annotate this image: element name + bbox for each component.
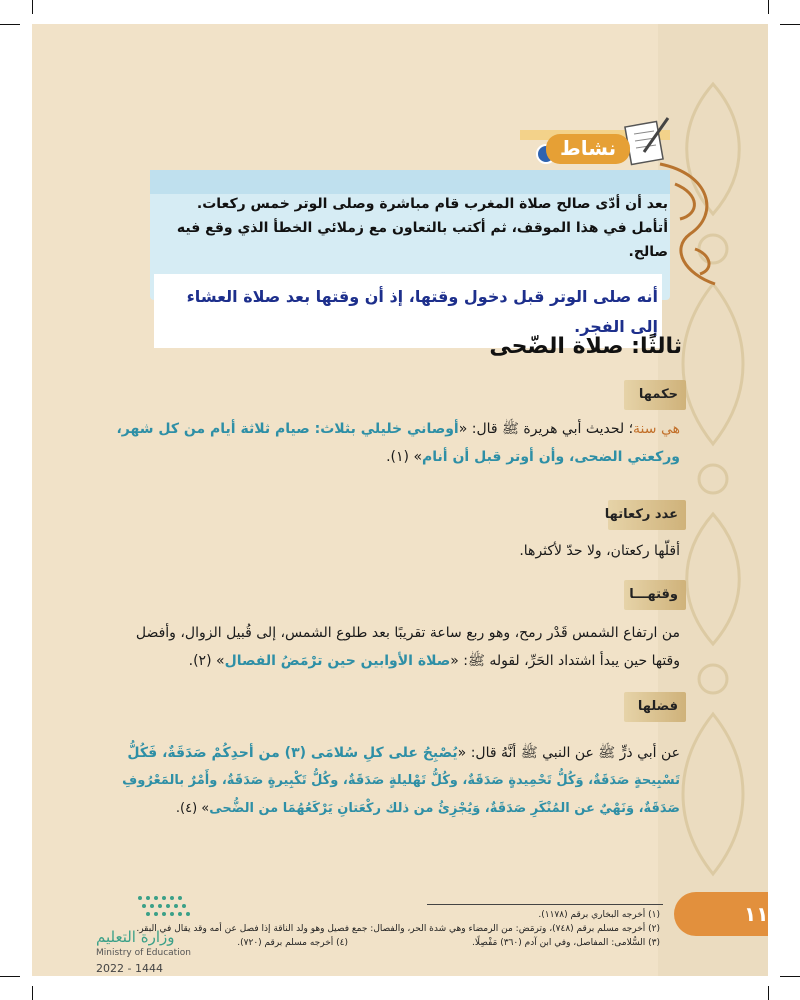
footnote-1: (١) أخرجه البخاري برقم (١١٧٨). — [538, 910, 660, 920]
crop-mark — [768, 0, 769, 14]
crop-mark — [0, 976, 20, 977]
waqt-end: » (٢). — [188, 653, 225, 669]
crop-mark — [780, 24, 800, 25]
footnote-divider — [427, 904, 663, 905]
subhead-rakat: عدد ركعاتها — [604, 507, 678, 522]
fadl-line-2 — [40, 768, 680, 794]
activity-line-1: بعد أن أدّى صالح صلاة المغرب قام مباشرة وصلى الوتر خمس ركعات. — [196, 196, 668, 212]
subhead-fadl: فضلها — [637, 699, 678, 714]
rakat-text: أقلّها ركعتان، ولا حدّ لأكثرها. — [519, 543, 680, 559]
crop-mark — [768, 986, 769, 1000]
crop-mark — [32, 986, 33, 1000]
textbook-page — [32, 24, 781, 976]
waqt-line-1: من ارتفاع الشمس قَدْر رمح، وهو ربع ساعة تقريبًا بعد طلوع الشمس، إلى قُبيل الزوال، وأفضل — [135, 625, 680, 641]
waqt-text-2: وقتها حين يبدأ اشتداد الحَرِّ، لقوله ﷺ: « — [450, 653, 680, 669]
ministry-arabic-name: وزارة التعليم — [96, 928, 175, 946]
waqt-line-2 — [60, 648, 680, 674]
fadl-line-3 — [40, 796, 680, 822]
answer-line-2: إلى الفجر. — [574, 317, 658, 336]
ministry-logo-icon — [132, 892, 202, 926]
fadl-quote-1: يُصْبِحُ على كلِ سُلامَى (٣) من أحدِكُمْ صَدَقَةٌ، فَكُلُّ — [127, 745, 458, 761]
subhead-hukm: حكمها — [638, 387, 678, 402]
subhead-waqt: وقتهـــا — [629, 587, 678, 602]
fadl-line-1 — [40, 740, 680, 766]
waqt-quote: صلاة الأوابين حين ترْمَضُ الفصال — [224, 653, 451, 669]
footnote-3: (٣) السُّلامى: المفاصل، وفي ابن آدم (٣٦٠) مَفْصِلًا. — [471, 938, 660, 948]
hukm-text: ؛ لحديث أبي هريرة ﷺ قال: « — [458, 421, 634, 437]
fadl-text: عن أبي ذرٍّ ﷺ عن النبي ﷺ أنَّهُ قال: « — [457, 745, 680, 761]
section-title: ثالثًا: صلاة الضّحى — [489, 334, 682, 359]
hukm-end: » (١). — [386, 449, 423, 465]
edition-year: 2022 - 1444 — [96, 962, 163, 975]
fadl-end: » (٤). — [175, 801, 210, 816]
activity-line-3: صالح. — [628, 244, 668, 260]
page-number: ١١٤ — [744, 902, 781, 926]
fadl-quote-2: تَسْبِيحةٍ صَدَقَةٌ، وَكُلُّ تَحْمِيدةٍ صَدَقَةٌ، وكُلُّ تَهْليلةٍ صَدَقَةٌ، وكُلُّ تَكْبِيرةٍ صَدَقَةٌ، وأَمْرٌ بالمَعْرُوفِ — [122, 773, 680, 788]
footnote-4: (٤) أخرجه مسلم برقم (٧٢٠). — [237, 938, 348, 948]
answer-line-1: أنه صلى الوتر قبل دخول وقتها، إذ أن وقتها بعد صلاة العشاء — [186, 287, 658, 306]
crop-mark — [0, 24, 20, 25]
hukm-quote-1: أوصاني خليلي بثلاث: صيام ثلاثة أيام من كل شهر، — [116, 421, 459, 437]
notepad-pen-icon — [622, 112, 674, 168]
footnote-2: (٢) أخرجه مسلم برقم (٧٤٨)، وترمَض: من الرمضاء وهي شدة الحر، والفصال: جمع فصيل وهو ولد الناقة إذا فصل عن أمه وقد يقال في البقر. — [136, 924, 660, 934]
hukm-line-1 — [60, 416, 680, 442]
activity-card-header-wash — [150, 170, 670, 194]
ministry-english-name: Ministry of Education — [96, 948, 191, 958]
hukm-line-2 — [60, 444, 680, 470]
hukm-quote-2: وركعتي الضحى، وأن أوتر قبل أن أنام — [422, 449, 680, 465]
hukm-lead: هي سنة — [633, 421, 680, 437]
crop-mark — [780, 976, 800, 977]
activity-line-2: أتأمل في هذا الموقف، ثم أكتب بالتعاون مع زملائي الخطأ الذي وقع فيه — [176, 220, 668, 236]
fadl-quote-3: صَدَقَةٌ، وَنَهْيٌ عن المُنْكَرِ صَدَقَةٌ، وَيُجْزِئُ من ذلك ركْعَتانِ يَرْكَعُهُمَا من الضُّحى — [209, 801, 680, 816]
crop-mark — [32, 0, 33, 14]
activity-title: نشاط — [546, 134, 630, 164]
